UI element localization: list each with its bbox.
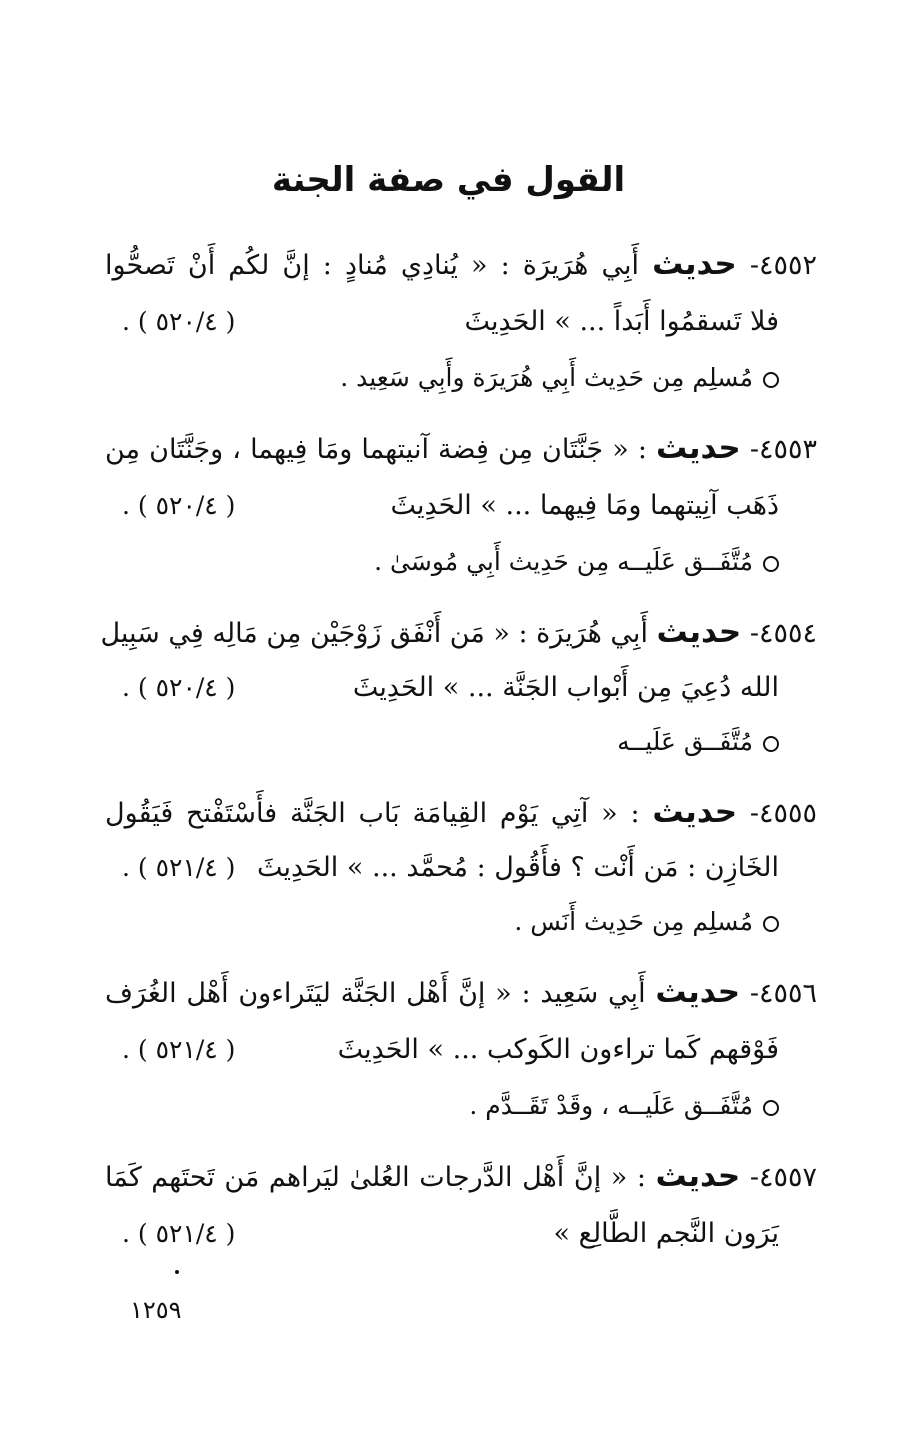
hadith-keyword: حديث [655, 1158, 741, 1194]
reference: ( ٥٢٠/٤ ) . [122, 491, 236, 520]
entry-number: ٤٥٥٤- [749, 618, 817, 649]
entry-text: أَبِي سَعِيد : « إنَّ أَهْل الجَنَّة ليَتَراءون أَهْل الغُرَف [105, 978, 646, 1009]
hadith-entry-4554-line2: الله دُعِيَ مِن أَبْواب الجَنَّة ... » الحَدِيثَ [352, 672, 779, 703]
entry-text: : « آتِي يَوْم القِيامَة بَاب الجَنَّة فأَسْتَفْتح فَيَقُول [105, 798, 640, 829]
hadith-keyword: حديث [656, 614, 742, 650]
entry-number: ٤٥٥٧- [749, 1162, 817, 1193]
entry-text: أَبِي هُرَيرَة : « يُنادِي مُنادٍ : إنَّ لكُم أَنْ تَصحُّوا [105, 250, 639, 281]
bullet-circle-icon [763, 372, 779, 388]
hadith-entry-4556-line2: فَوْقهم كَما تراءون الكَوكب ... » الحَدِيثَ [337, 1034, 779, 1065]
entry-number: ٤٥٥٣- [749, 434, 817, 465]
entry-number: ٤٥٥٥- [749, 798, 817, 829]
hadith-entry-4557-line1 [105, 1156, 817, 1198]
hadith-keyword: حديث [656, 430, 741, 466]
reference: ( ٥٢٠/٤ ) . [122, 307, 236, 336]
reference: ( ٥٢١/٤ ) . [122, 853, 236, 882]
reference: ( ٥٢٠/٤ ) . [122, 673, 236, 702]
reference: ( ٥٢١/٤ ) . [122, 1035, 236, 1064]
reference: ( ٥٢١/٤ ) . [122, 1219, 236, 1248]
hadith-entry-4555-line2: الخَازِن : مَن أَنْت ؟ فأَقُول : مُحمَّد ... » الحَدِيثَ [256, 852, 779, 883]
hadith-keyword: حديث [655, 974, 741, 1010]
bullet-circle-icon [763, 916, 779, 932]
entry-number: ٤٥٥٦- [749, 978, 817, 1009]
bullet-circle-icon [763, 1100, 779, 1116]
decorative-dot [175, 1270, 179, 1274]
chapter-title: القول في صفة الجنة [271, 160, 626, 200]
hadith-entry-4552-line2: فلا تَسقمُوا أَبَداً ... » الحَدِيثَ [464, 306, 779, 337]
hadith-keyword: حديث [652, 794, 738, 830]
source-note: مُتَّفَــق عَلَيــه ، وقَدْ تَقَــدَّم . [469, 1086, 779, 1126]
entry-text: : « جَنَّتَان مِن فِضة آنيتهما ومَا فِيهما ، وجَنَّتَان مِن [105, 434, 647, 465]
source-note: مُسلِم مِن حَدِيث أَنَس . [514, 902, 779, 942]
hadith-keyword: حديث [652, 246, 737, 282]
entry-number: ٤٥٥٢- [749, 250, 817, 281]
entry-text: : « إنَّ أَهْل الدَّرجات العُلىٰ ليَراهم مَن تَحتَهم كَمَا [105, 1162, 646, 1193]
hadith-entry-4554-line1 [100, 612, 817, 654]
hadith-entry-4557-line2: يَرَون النَّجم الطَّالِع » [553, 1218, 779, 1249]
source-note: مُتَّفَــق عَلَيــه [617, 722, 779, 762]
hadith-entry-4553-line1 [105, 428, 817, 470]
bullet-circle-icon [763, 556, 779, 572]
page-number: ١٢٥٩ [130, 1296, 182, 1324]
hadith-entry-4552-line1 [105, 244, 817, 286]
source-note: مُسلِم مِن حَدِيث أَبِي هُرَيرَة وأَبِي سَعِيد . [340, 358, 779, 398]
hadith-entry-4556-line1 [105, 972, 817, 1014]
hadith-entry-4553-line2: ذَهَب آنِيتهما ومَا فِيهما ... » الحَدِيثَ [390, 490, 779, 521]
source-note: مُتَّفَــق عَلَيــه مِن حَدِيث أَبِي مُوسَىٰ . [374, 542, 779, 582]
bullet-circle-icon [763, 736, 779, 752]
hadith-entry-4555-line1 [105, 792, 817, 834]
entry-text: أَبِي هُرَيرَة : « مَن أَنْفَق زَوْجَيْن مِن مَالِه فِي سَبِيل [100, 618, 648, 649]
